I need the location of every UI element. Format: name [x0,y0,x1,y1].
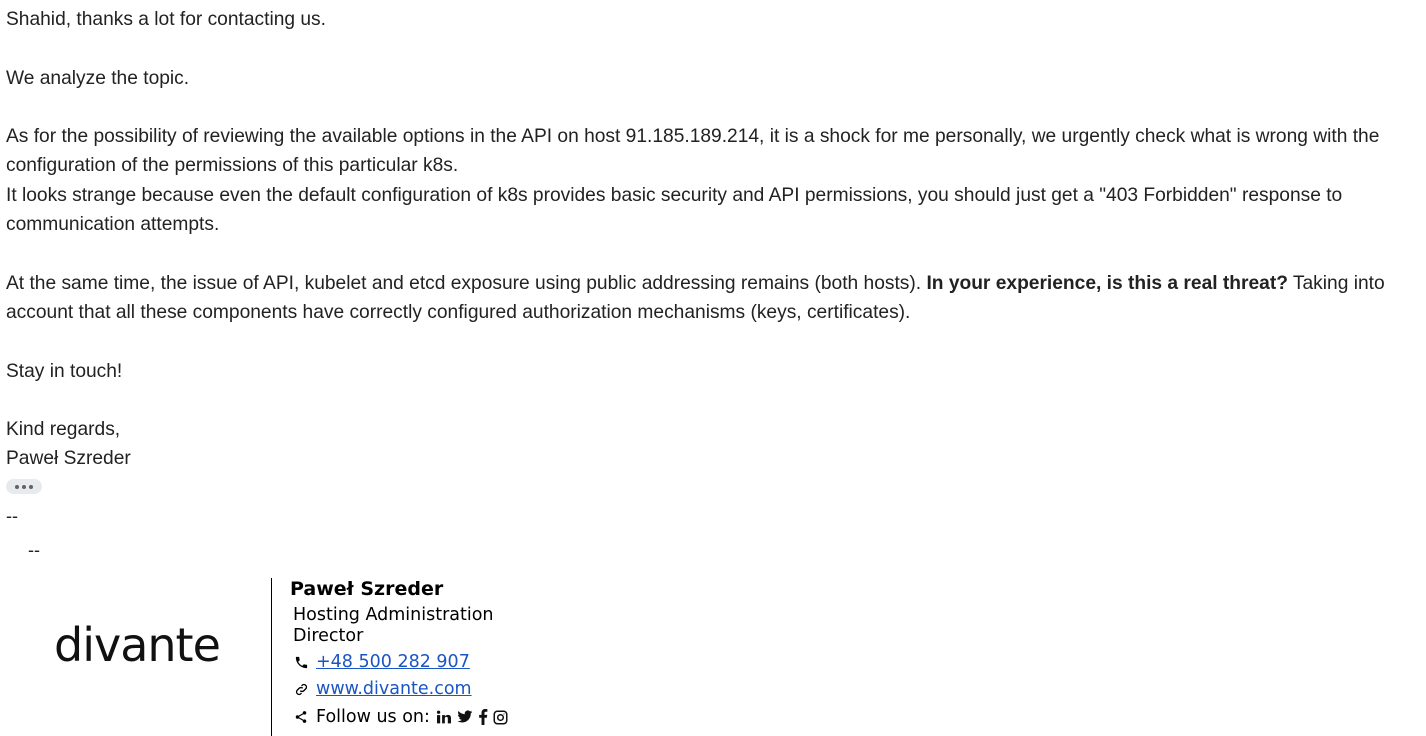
link-icon [293,681,309,697]
closing-regards: Kind regards, [6,419,121,441]
dot-icon [22,485,26,489]
phone-link[interactable]: +48 500 282 907 [316,652,470,672]
twitter-icon[interactable] [457,710,473,724]
paragraph-3 [6,269,1422,328]
signature-website-row [293,679,472,699]
signature-name: Paweł Szreder [290,578,444,600]
email-body [6,5,1422,474]
paragraph-1: We analyze the topic. [6,67,190,89]
paragraph-2-line-2: It looks strange because even the default configuration of k8s provides basic security and API permissions, you should just get a "403 Forbidden" response to communication attempts. [6,184,1343,236]
greeting: Shahid, thanks a lot for contacting us. [6,9,326,30]
closing-name: Paweł Szreder [6,448,131,470]
divante-logo: divante [54,618,220,672]
signature-divider [271,578,272,736]
paragraph-3-end: Taking into account that all these components have correctly configured authorization mechanisms (keys, certificates). [6,272,1385,323]
website-link[interactable]: www.divante.com [316,679,472,699]
signature-role: Hosting Administration Director [293,605,494,646]
paragraph-3-question: In your experience, is this a real threat? [926,272,1288,294]
phone-icon [293,654,309,670]
signature-social-row [293,707,508,727]
signature-phone-row [293,652,470,672]
paragraph-3-start: At the same time, the issue of API, kubelet and etcd exposure using public addressing remains (both hosts). [6,272,927,294]
show-trimmed-content-button[interactable] [6,479,42,494]
paragraph-2-line-1: As for the possibility of reviewing the available options in the API on host 91.185.189.214, it is a shock for me personally, we urgently check what is wrong with the configuration of the permissions of this particular k8s. [6,126,1380,177]
signature-separator-2: -- [28,540,40,560]
social-icons [436,709,508,725]
follow-label: Follow us on: [316,707,430,727]
instagram-icon[interactable] [493,710,508,725]
facebook-icon[interactable] [478,709,488,725]
share-icon [293,709,309,725]
closing-stay-in-touch: Stay in touch! [6,360,123,382]
email-signature [0,578,560,736]
linkedin-icon[interactable] [436,710,452,724]
signature-separator: -- [6,506,18,526]
dot-icon [29,485,33,489]
dot-icon [15,485,19,489]
